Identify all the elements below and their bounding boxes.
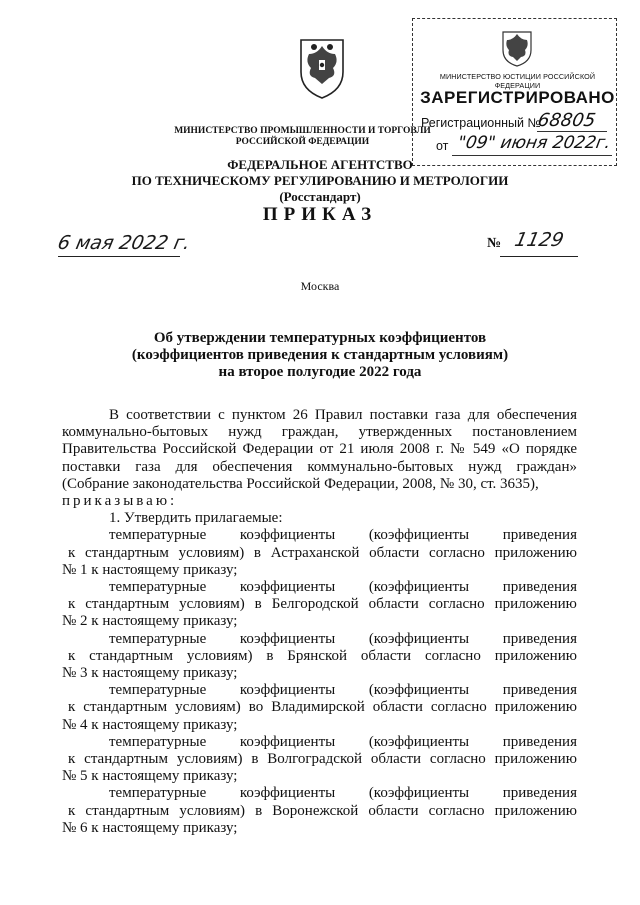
item-word: (коэффициенты (368, 785, 470, 802)
item-word: температурные (109, 785, 207, 802)
item-line (62, 579, 577, 596)
document-type: ПРИКАЗ (262, 204, 378, 225)
item-word: к (68, 647, 76, 664)
item-word: стандартным (85, 596, 170, 613)
stamp-ministry: МИНИСТЕРСТВО ЮСТИЦИИ РОССИЙСКОЙ ФЕДЕРАЦИИ (439, 72, 596, 90)
item-word: приложению (494, 647, 577, 664)
item-word: коэффициенты (239, 682, 336, 699)
item-word: области (372, 699, 423, 716)
item-word: во (248, 699, 264, 716)
appendix-item (62, 527, 577, 579)
item-word: коэффициенты (239, 579, 336, 596)
item-word: в (266, 647, 274, 664)
item-line (62, 596, 577, 613)
number-underline (500, 256, 578, 257)
item-appendix-ref: № 3 к настоящему приказу; (62, 665, 238, 682)
agency-line2: ПО ТЕХНИЧЕСКОМУ РЕГУЛИРОВАНИЮ И МЕТРОЛОГИИ (131, 173, 509, 188)
item-line (62, 648, 577, 665)
item-word: к (68, 751, 76, 768)
item-word: условиям) (176, 751, 243, 768)
item-word: (коэффициенты (368, 682, 470, 699)
item-word: условиям) (179, 596, 245, 613)
appendix-item (62, 785, 577, 837)
appendix-item (62, 631, 577, 683)
item-word: температурные (109, 733, 207, 750)
ministry-line2: РОССИЙСКОЙ ФЕДЕРАЦИИ (235, 137, 370, 147)
item-word: условиям) (178, 544, 245, 561)
item-appendix-ref: № 1 к настоящему приказу; (62, 561, 238, 578)
item-word: области (369, 544, 420, 561)
item-word: (коэффициенты (368, 579, 470, 596)
item-word: приложению (494, 544, 577, 561)
item-word: области (370, 751, 422, 768)
item-line (62, 803, 577, 820)
item-word: согласно (428, 802, 485, 819)
item-line (62, 527, 577, 544)
date-underline (58, 256, 180, 257)
item-word: коэффициенты (239, 733, 336, 750)
item-word: условиям) (179, 802, 245, 819)
agency-line1: ФЕДЕРАЛЬНОЕ АГЕНТСТВО (227, 157, 413, 172)
item-line (62, 631, 577, 648)
stamp-reg-label: Регистрационный № (421, 116, 541, 130)
item-word: согласно (428, 596, 485, 613)
item-word: Волгоградской (267, 751, 363, 768)
item-appendix-ref: № 2 к настоящему приказу; (62, 613, 238, 630)
item-word: приведения (502, 682, 577, 699)
item-word: согласно (424, 647, 481, 664)
item-line (62, 734, 577, 751)
item-word: согласно (429, 751, 486, 768)
ministry-name (150, 126, 455, 148)
item-word: приведения (502, 527, 577, 544)
stamp-emblem-icon (497, 26, 537, 68)
item-word: температурные (109, 682, 207, 699)
item-word: области (368, 596, 419, 613)
item-word: приведения (502, 579, 577, 596)
item-word: приложению (494, 802, 577, 819)
item-word: к (68, 699, 76, 716)
item-word: приложению (494, 596, 577, 613)
item-word: (коэффициенты (368, 733, 470, 750)
item-word: приведения (502, 733, 577, 750)
title-line3: на второе полугодие 2022 года (218, 364, 422, 380)
stamp-reg-number: 68805 (536, 110, 598, 131)
item-word: Белгородской (271, 596, 359, 613)
document-title (80, 330, 560, 381)
item-word: Воронежской (272, 802, 359, 819)
item-appendix-ref: № 5 к настоящему приказу; (62, 768, 238, 785)
stamp-date-underline (452, 155, 612, 156)
item-word: стандартным (83, 699, 168, 716)
item-word: приведения (502, 785, 577, 802)
item-line (62, 699, 577, 716)
item-word: коэффициенты (239, 630, 336, 647)
appendix-items-list (62, 527, 577, 837)
stamp-from-label: от (436, 139, 449, 153)
stamp-number-underline (537, 131, 607, 132)
item-word: приведения (502, 630, 577, 647)
item-word: к (68, 596, 76, 613)
order-number-label: № (487, 236, 502, 251)
item-word: стандартным (84, 751, 168, 768)
item-word: в (251, 751, 259, 768)
point-1: 1. Утвердить прилагаемые: (109, 510, 283, 527)
item-word: согласно (429, 544, 485, 561)
preamble-paragraph: В соответствии с пунктом 26 Правил поставки газа для обеспечения коммунально-бытовых нужд граждан, утвержденных постановлением Правительства Российской Федерации от 21 июля 2008 г. № 549 «О порядке поставки газа для обеспечения коммунально-бытовых нужд граждан» (Собрание законодательства Российской Федерации, 2008, № 30, ст. 3635), (62, 407, 577, 492)
item-word: области (360, 647, 412, 664)
item-word: температурные (109, 579, 207, 596)
item-word: в (254, 596, 262, 613)
item-word: области (368, 802, 419, 819)
agency-line3: (Росстандарт) (279, 189, 361, 204)
item-word: к (68, 802, 76, 819)
title-line1: Об утверждении температурных коэффициентов (153, 330, 487, 346)
item-line (62, 545, 577, 562)
item-line (62, 785, 577, 802)
item-appendix-ref: № 6 к настоящему приказу; (62, 819, 238, 836)
appendix-item (62, 682, 577, 734)
item-word: (коэффициенты (368, 630, 470, 647)
item-word: температурные (109, 630, 207, 647)
item-word: Астраханской (270, 544, 360, 561)
ministry-line1: МИНИСТЕРСТВО ПРОМЫШЛЕННОСТИ И ТОРГОВЛИ (174, 126, 431, 136)
item-word: Владимирской (271, 699, 365, 716)
appendix-item (62, 734, 577, 786)
item-appendix-ref: № 4 к настоящему приказу; (62, 716, 238, 733)
item-word: стандартным (85, 802, 170, 819)
item-word: стандартным (85, 544, 169, 561)
title-line2: (коэффициентов приведения к стандартным условиям) (131, 347, 509, 363)
item-word: в (255, 802, 263, 819)
item-word: приложению (494, 751, 577, 768)
city: Москва (300, 279, 340, 293)
item-word: коэффициенты (239, 785, 336, 802)
item-word: стандартным (89, 647, 173, 664)
item-word: условиям) (175, 699, 241, 716)
order-date: 6 мая 2022 г. (55, 232, 193, 254)
item-word: к (68, 544, 76, 561)
order-number: 1129 (512, 229, 566, 251)
item-word: приложению (494, 699, 577, 716)
item-word: согласно (430, 699, 487, 716)
item-word: коэффициенты (239, 527, 336, 544)
item-word: Брянской (287, 647, 348, 664)
document-body (62, 407, 577, 837)
item-word: температурные (109, 527, 207, 544)
order-word: приказываю: (62, 493, 178, 510)
coat-of-arms-emblem (297, 32, 347, 100)
item-word: (коэффициенты (368, 527, 470, 544)
appendix-item (62, 579, 577, 631)
stamp-reg-date: "09" июня 2022г. (456, 133, 613, 153)
item-line (62, 751, 577, 768)
stamp-status: ЗАРЕГИСТРИРОВАНО (420, 88, 615, 107)
item-word: условиям) (186, 647, 253, 664)
item-word: в (253, 544, 262, 561)
item-line (62, 682, 577, 699)
